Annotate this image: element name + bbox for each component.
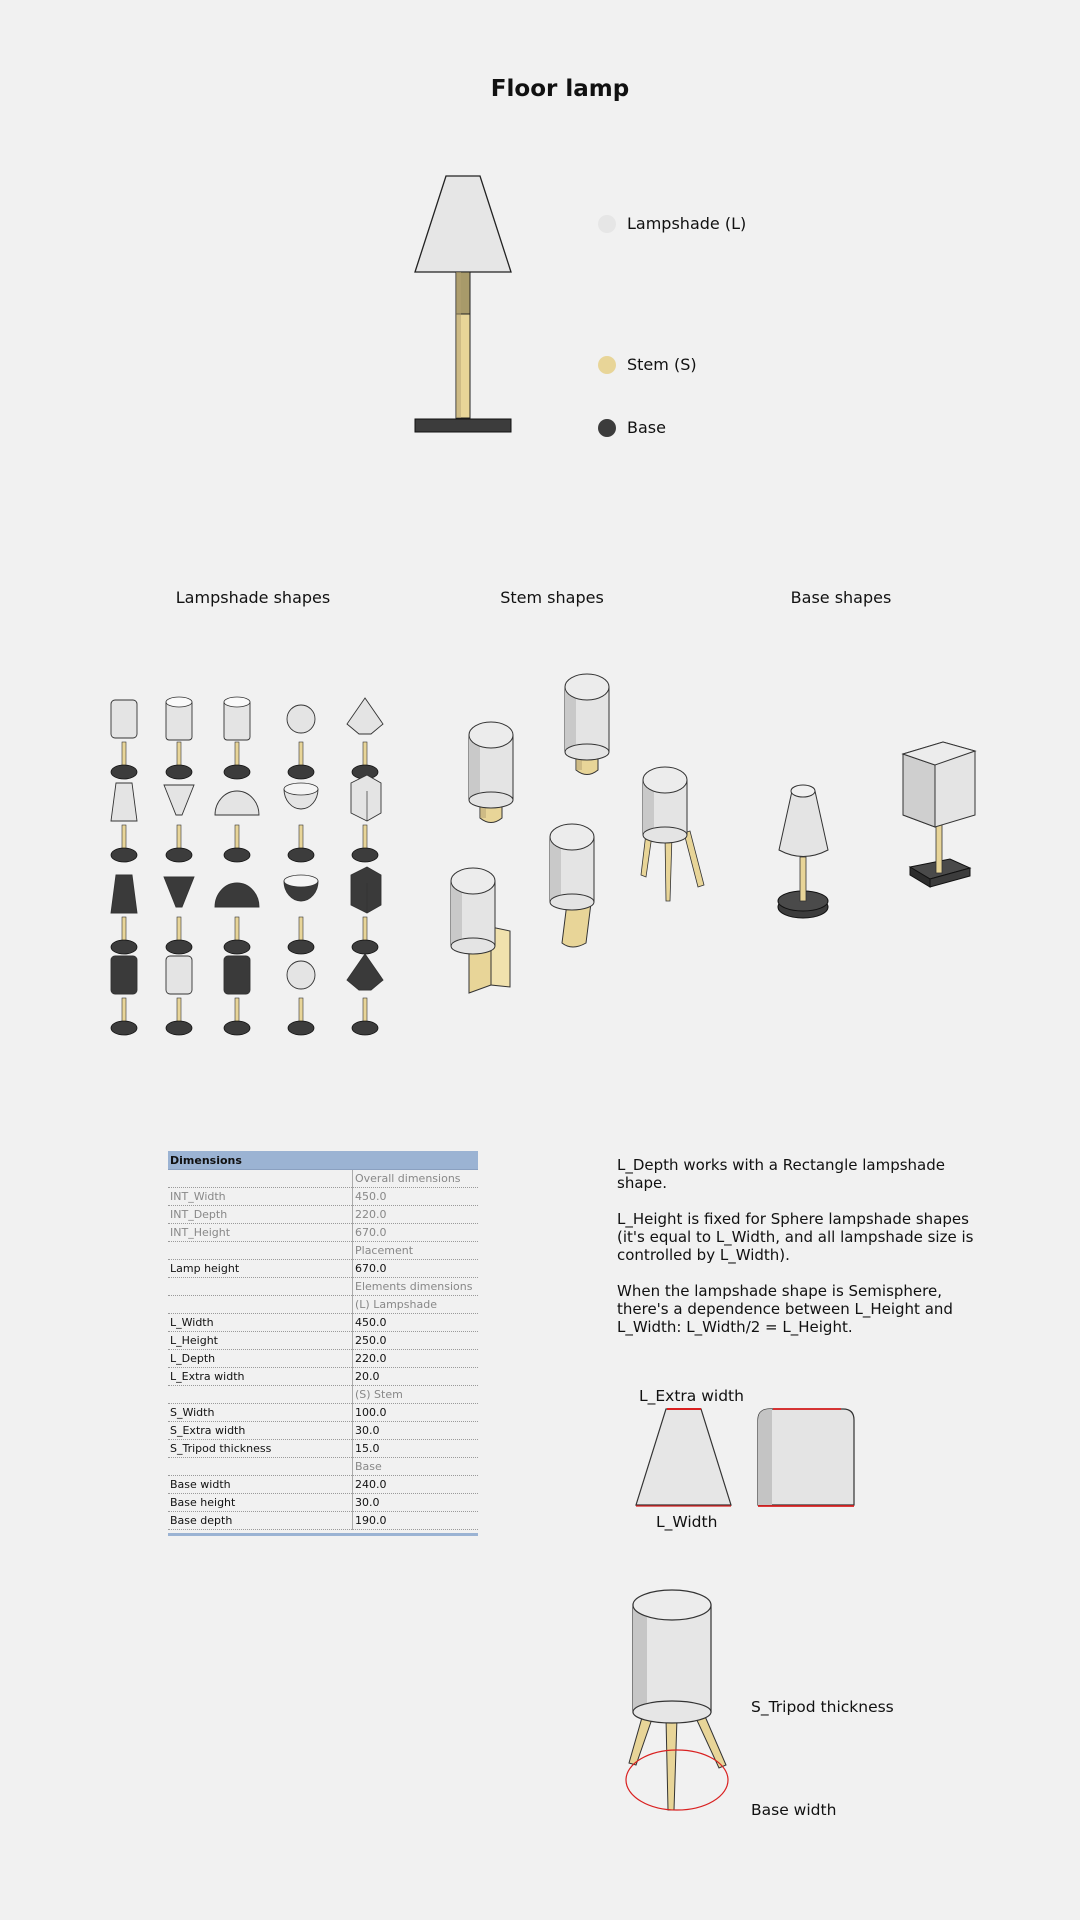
table-cell-value: Elements dimensions (353, 1278, 479, 1296)
table-row (168, 1296, 478, 1314)
tripod-leg-left (629, 1714, 653, 1765)
thumb-stem (363, 742, 367, 768)
lampshade-shapes-title: Lampshade shapes (175, 588, 331, 607)
thumb-stem (299, 998, 303, 1024)
thumb-stem (363, 917, 367, 943)
thumb-stem (235, 742, 239, 768)
lampshade-thumb-cylcut (166, 697, 192, 779)
table-row (168, 1332, 478, 1350)
legend-label-lampshade: Lampshade (L) (627, 214, 747, 233)
lampshade-thumb-dcyl (224, 956, 250, 1035)
thumb-shade (164, 785, 194, 815)
base-sample-rect (903, 742, 975, 887)
base-shapes-title: Base shapes (790, 588, 892, 607)
thumb-shade (351, 867, 381, 913)
legend-item-base (598, 418, 666, 437)
table-cell-value: 450.0 (353, 1188, 479, 1206)
table-cell-label: L_Depth (168, 1350, 353, 1368)
table-row (168, 1458, 478, 1476)
thumb-stem (122, 742, 126, 768)
table-cell-label: INT_Depth (168, 1206, 353, 1224)
table-row (168, 1170, 478, 1188)
thumb-shade (215, 791, 259, 815)
base-front (415, 419, 511, 432)
table-cell-value: (L) Lampshade (353, 1296, 479, 1314)
thumb-shade (111, 956, 137, 994)
stem-sample-shade-bottom (550, 894, 594, 910)
base-shapes-illustration (770, 735, 1000, 935)
thumb-stem (235, 917, 239, 943)
thumb-shade (215, 883, 259, 907)
thumb-shade (287, 961, 315, 989)
table-row (168, 1224, 478, 1242)
thumb-stem (177, 825, 181, 851)
table-cell-label (168, 1296, 353, 1314)
dimensions-table (168, 1151, 478, 1536)
table-cell-label: Base depth (168, 1512, 353, 1530)
table-row (168, 1206, 478, 1224)
thumb-stem (177, 998, 181, 1024)
thumb-base (288, 1021, 314, 1035)
tripod-leg-middle (666, 1718, 677, 1810)
base-sample-round-stem (800, 857, 806, 901)
table-cell-label (168, 1242, 353, 1260)
base-sample-round (778, 785, 828, 918)
base-sample-round-shade-top (791, 785, 815, 797)
lampshade-thumb-sphere (287, 705, 315, 779)
table-cell-label: Base height (168, 1494, 353, 1512)
thumb-base (224, 765, 250, 779)
tripod-leg (665, 835, 672, 901)
legend-swatch-lampshade (598, 215, 616, 233)
table-row (168, 1404, 478, 1422)
base-width-circle (626, 1750, 728, 1810)
table-row (168, 1350, 478, 1368)
stem-sample-shade-bottom (451, 938, 495, 954)
table-row (168, 1512, 478, 1530)
stem-sample-shade-bottom (643, 827, 687, 843)
thumb-shade (347, 698, 383, 734)
lampshade-thumb-funnel (164, 785, 194, 862)
thumb-shade-rim (284, 875, 318, 887)
note-depth: L_Depth works with a Rectangle lampshade shape. (617, 1156, 945, 1192)
thumb-stem (363, 825, 367, 851)
lampshade-thumb-dcone (111, 875, 137, 954)
table-cell-label: L_Height (168, 1332, 353, 1350)
stem-shapes-title: Stem shapes (500, 588, 604, 607)
lampshade-shapes-grid (95, 670, 395, 1030)
stem-sample-shade-top (565, 674, 609, 700)
table-cell-label (168, 1278, 353, 1296)
base-sample-round-shade (779, 791, 828, 857)
table-cell-label: INT_Width (168, 1188, 353, 1206)
lampshade-thumb-cylshade (166, 956, 192, 1035)
thumb-base (288, 848, 314, 862)
thumb-stem (122, 998, 126, 1024)
lampshade-thumb-cylcut (224, 697, 250, 779)
legend-swatch-base (598, 419, 616, 437)
lampshade-thumb-dcyl (111, 956, 137, 1035)
page-title: Floor lamp (490, 76, 630, 102)
table-row (168, 1314, 478, 1332)
label-tripod-thickness: S_Tripod thickness (751, 1698, 894, 1716)
legend-item-stem (598, 355, 697, 374)
thumb-base (352, 940, 378, 954)
stem-sample-shade-bottom (469, 792, 513, 808)
legend-item-lampshade (598, 214, 746, 233)
stem-front-shadow (456, 272, 470, 314)
table-cell-value[interactable]: 670.0 (353, 1260, 479, 1278)
table-cell-label (168, 1170, 353, 1188)
thumb-base (352, 848, 378, 862)
base-sample-rect-stem (936, 821, 942, 873)
thumb-shade (111, 700, 137, 738)
thumb-base (111, 765, 137, 779)
thumb-shade (351, 775, 381, 821)
thumb-shade (166, 956, 192, 994)
table-cell-value[interactable]: 240.0 (353, 1476, 479, 1494)
thumb-base (352, 1021, 378, 1035)
table-cell-value: Base (353, 1458, 479, 1476)
table-cell-label: S_Tripod thickness (168, 1440, 353, 1458)
lampshade-thumb-dbox (351, 867, 381, 954)
thumb-shade (287, 705, 315, 733)
table-cell-value[interactable]: 30.0 (353, 1494, 479, 1512)
thumb-base (166, 1021, 192, 1035)
tripod-shade-shadow (633, 1605, 647, 1712)
shade-profile-side (758, 1409, 854, 1505)
table-cell-value: 670.0 (353, 1224, 479, 1242)
table-cell-value[interactable]: 100.0 (353, 1404, 479, 1422)
thumb-stem (177, 742, 181, 768)
stem-sample-shade-top (451, 868, 495, 894)
lampshade-thumb-ddome (215, 883, 259, 954)
table-cell-value: Placement (353, 1242, 479, 1260)
thumb-base (166, 940, 192, 954)
table-cell-label: S_Extra width (168, 1422, 353, 1440)
tripod-shade-top (633, 1590, 711, 1620)
thumb-stem (235, 998, 239, 1024)
thumb-base (166, 765, 192, 779)
note-height: L_Height is fixed for Sphere lampshade shapes (it's equal to L_Width, and all lampshade size is controlled by L_Width). (617, 1210, 974, 1264)
table-row (168, 1368, 478, 1386)
table-cell-value: 220.0 (353, 1206, 479, 1224)
thumb-base (111, 1021, 137, 1035)
lampshade-thumb-dpyr (347, 954, 383, 1035)
lampshade-thumb-bowl (284, 783, 318, 862)
table-row (168, 1440, 478, 1458)
thumb-base (288, 940, 314, 954)
table-row (168, 1188, 478, 1206)
table-cell-label: Base width (168, 1476, 353, 1494)
thumb-base (224, 940, 250, 954)
note-semisphere: When the lampshade shape is Semisphere, there's a dependence between L_Height and L_Width: L_Width/2 = L_Height. (617, 1282, 953, 1336)
lampshade-front (415, 176, 511, 272)
table-row (168, 1242, 478, 1260)
stem-sample-tripod (641, 767, 704, 901)
label-extra-width: L_Extra width (639, 1387, 744, 1405)
stem-sample-shade-top (550, 824, 594, 850)
thumb-shade-rim (284, 783, 318, 795)
table-cell-value: Overall dimensions (353, 1170, 479, 1188)
stem-sample-shade-bottom (565, 744, 609, 760)
lampshade-thumb-dome (215, 791, 259, 862)
table-row (168, 1278, 478, 1296)
lampshade-thumb-box (351, 775, 381, 862)
thumb-shade-top (166, 697, 192, 707)
table-cell-label: Lamp height (168, 1260, 353, 1278)
lampshade-thumb-dbowl (284, 875, 318, 954)
thumb-stem (122, 917, 126, 943)
stem-sample-round-2 (565, 674, 609, 775)
stem-sample-round-1 (469, 722, 513, 823)
legend-label-base: Base (627, 418, 666, 437)
thumb-shade (111, 783, 137, 821)
stem-sample-tapered (550, 824, 594, 947)
table-cell-label: S_Width (168, 1404, 353, 1422)
thumb-stem (363, 998, 367, 1024)
thumb-shade (224, 956, 250, 994)
base-sample-rect-shade-side (903, 754, 935, 827)
lampshade-thumb-cone (111, 783, 137, 862)
tripod-measure-diagram (620, 1580, 760, 1820)
table-row (168, 1260, 478, 1278)
tripod-leg-right (695, 1714, 726, 1768)
table-cell-label: L_Width (168, 1314, 353, 1332)
stem-sample-shade-top (469, 722, 513, 748)
lampshade-thumb-dfunnel (164, 877, 194, 954)
table-row (168, 1494, 478, 1512)
tripod-shade-bottom (633, 1701, 711, 1723)
thumb-shade (111, 875, 137, 913)
table-cell-value[interactable]: 30.0 (353, 1422, 479, 1440)
thumb-base (224, 1021, 250, 1035)
thumb-stem (299, 825, 303, 851)
table-cell-value[interactable]: 450.0 (353, 1314, 479, 1332)
thumb-shade (164, 877, 194, 907)
stem-sample-shade-top (643, 767, 687, 793)
shade-side-shadow (758, 1409, 772, 1505)
lampshade-thumb-sphere (287, 961, 315, 1035)
thumb-base (166, 848, 192, 862)
table-cell-label: INT_Height (168, 1224, 353, 1242)
lampshade-thumb-cyl (111, 700, 137, 779)
table-cell-value: (S) Stem (353, 1386, 479, 1404)
table-cell-value[interactable]: 20.0 (353, 1368, 479, 1386)
thumb-stem (122, 825, 126, 851)
table-row (168, 1422, 478, 1440)
stem-shade-left (456, 272, 461, 418)
table-cell-label: L_Extra width (168, 1368, 353, 1386)
thumb-base (111, 848, 137, 862)
table-cell-value[interactable]: 190.0 (353, 1512, 479, 1530)
lampshade-measure-diagram (630, 1400, 870, 1520)
tripod-leg (684, 831, 704, 887)
lampshade-thumb-pyramid (347, 698, 383, 779)
thumb-stem (299, 742, 303, 768)
label-l-width: L_Width (656, 1513, 718, 1531)
shade-profile (636, 1409, 731, 1505)
legend-label-stem: Stem (S) (627, 355, 697, 374)
table-cell-value[interactable]: 15.0 (353, 1440, 479, 1458)
table-cell-label (168, 1458, 353, 1476)
table-row (168, 1386, 478, 1404)
table-row (168, 1476, 478, 1494)
thumb-base (288, 765, 314, 779)
thumb-base (111, 940, 137, 954)
stem-sample-square (451, 868, 510, 993)
table-header: Dimensions (168, 1151, 478, 1170)
table-cell-label (168, 1386, 353, 1404)
label-base-width: Base width (751, 1801, 837, 1819)
thumb-stem (177, 917, 181, 943)
table-cell-value[interactable]: 250.0 (353, 1332, 479, 1350)
thumb-stem (299, 917, 303, 943)
stem-front (456, 314, 470, 418)
thumb-shade (347, 954, 383, 990)
thumb-stem (235, 825, 239, 851)
table-cell-value[interactable]: 220.0 (353, 1350, 479, 1368)
thumb-shade-top (224, 697, 250, 707)
thumb-base (224, 848, 250, 862)
legend-swatch-stem (598, 356, 616, 374)
stem-shapes-illustration (440, 675, 700, 1005)
